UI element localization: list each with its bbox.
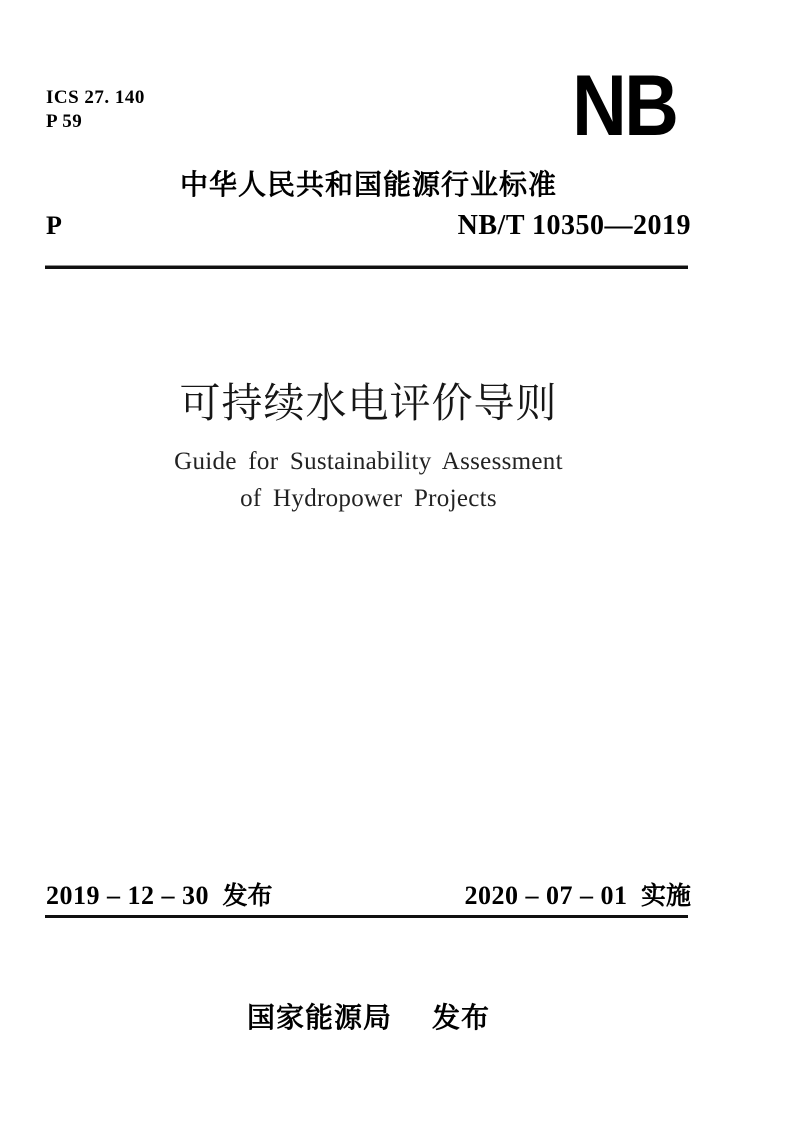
ics-code: ICS 27. 140 xyxy=(46,87,145,108)
issue-date-value: 2019 – 12 – 30 xyxy=(46,881,209,910)
title-english-line2: of Hydropower Projects xyxy=(240,485,497,512)
class-letter: P xyxy=(46,211,62,240)
doc-class-code: P 59 xyxy=(46,111,83,132)
title-english xyxy=(46,443,691,517)
issue-date-label: 发布 xyxy=(222,882,273,910)
publisher-line xyxy=(46,996,691,1036)
implementation-date xyxy=(464,876,691,912)
publisher-name: 国家能源局 xyxy=(246,1002,392,1033)
implementation-date-value: 2020 – 07 – 01 xyxy=(464,881,628,910)
dates-row xyxy=(46,876,691,912)
issue-date xyxy=(46,876,273,912)
title-chinese: 可持续水电评价导则 xyxy=(179,380,558,426)
standard-number: NB/T 10350—2019 xyxy=(457,210,691,241)
classification-codes xyxy=(46,86,145,134)
publisher-action: 发布 xyxy=(432,1002,491,1033)
footer-rule xyxy=(45,915,688,918)
standard-number-row xyxy=(46,210,691,242)
implementation-date-label: 实施 xyxy=(640,882,691,910)
standard-category-title: 中华人民共和国能源行业标准 xyxy=(179,169,557,200)
title-english-line1: Guide for Sustainability Assessment xyxy=(174,448,563,475)
header-rule xyxy=(45,265,688,269)
nb-logo: NB xyxy=(571,58,676,154)
